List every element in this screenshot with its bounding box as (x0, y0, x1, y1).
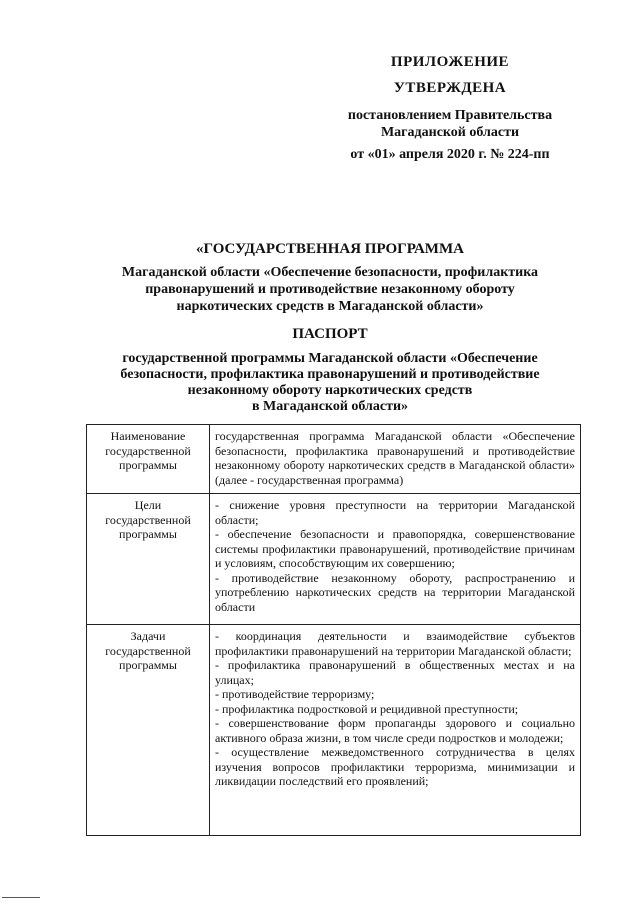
approved-label: УТВЕРЖДЕНА (393, 80, 507, 96)
row-label-line: Цели (134, 498, 162, 512)
table-row (87, 625, 581, 836)
row-value-item: государственная программа Магаданской области «Обеспечение безопасности, профилактика правонарушений и противодействие незаконному обороту наркотических средств в Магаданской области» (далее - государственная программа) (215, 429, 575, 487)
passport-subtitle-line: в Магаданской области» (251, 399, 409, 414)
row-label-line: программы (119, 458, 177, 472)
row-label (87, 425, 210, 494)
program-title: «ГОСУДАРСТВЕННАЯ ПРОГРАММА (196, 241, 464, 257)
table-row (87, 425, 581, 494)
row-label-line: государственной (105, 643, 191, 658)
passport-table (86, 424, 581, 836)
row-value-item: - профилактика подростковой и рецидивной преступности; (215, 701, 519, 716)
row-value-item: - снижение уровня преступности на территории Магаданской области; (215, 498, 575, 527)
resolution-line: постановлением Правительства (347, 108, 553, 123)
row-label-line: Задачи (130, 629, 166, 643)
row-label-line: программы (119, 658, 177, 672)
row-value (210, 625, 581, 836)
table-row (87, 494, 581, 625)
row-value (210, 425, 581, 494)
passport-subtitle (90, 351, 570, 415)
appendix-label: ПРИЛОЖЕНИЕ (390, 54, 510, 70)
row-value-item: - противодействие терроризму; (215, 687, 375, 701)
row-label-line: программы (119, 527, 177, 541)
resolution-date: от «01» апреля 2020 г. № 224-пп (350, 147, 550, 162)
passport-subtitle-line: незаконному обороту наркотических средств (187, 383, 473, 398)
resolution-line: Магаданской области (380, 125, 520, 140)
row-label (87, 625, 210, 836)
row-value-item: - профилактика правонарушений в общественных местах и на улицах; (215, 658, 575, 687)
footnote-divider (2, 897, 40, 898)
program-subtitle-line: наркотических средств в Магаданской области» (176, 299, 484, 314)
passport-subtitle-line: государственной программы Магаданской области «Обеспечение (122, 351, 538, 366)
program-subtitle-line: правонарушений и противодействие незаконному обороту (145, 282, 515, 297)
row-value-item: - совершенствование форм пропаганды здорового и социально активного образа жизни, в том числе среди подростков и молодежи; (215, 716, 575, 745)
row-label-line: государственной (105, 512, 191, 527)
row-value (210, 494, 581, 625)
row-value-item: - осуществление межведомственного сотрудничества в целях изучения вопросов профилактики терроризма, минимизации и ликвидации последствий его проявлений; (215, 745, 575, 788)
row-value-item: - обеспечение безопасности и правопорядка, совершенствование системы профилактики правонарушений, противодействие причинам и условиям, способствующим их совершению; (215, 527, 575, 570)
row-label-line: Наименование (110, 429, 186, 443)
row-label-line: государственной (105, 443, 191, 458)
program-subtitle (90, 264, 570, 315)
program-subtitle-line: Магаданской области «Обеспечение безопасности, профилактика (121, 265, 539, 280)
row-value-item: - противодействие незаконному обороту, распространению и употреблению наркотических средств на территории Магаданской области (215, 570, 575, 614)
passport-subtitle-line: безопасности, профилактика правонарушений и противодействие (120, 367, 540, 382)
passport-heading: ПАСПОРТ (292, 326, 368, 342)
resolution-text (300, 107, 600, 141)
row-value-item: - координация деятельности и взаимодействие субъектов профилактики правонарушений на территории Магаданской области; (215, 629, 575, 658)
row-label (87, 494, 210, 625)
